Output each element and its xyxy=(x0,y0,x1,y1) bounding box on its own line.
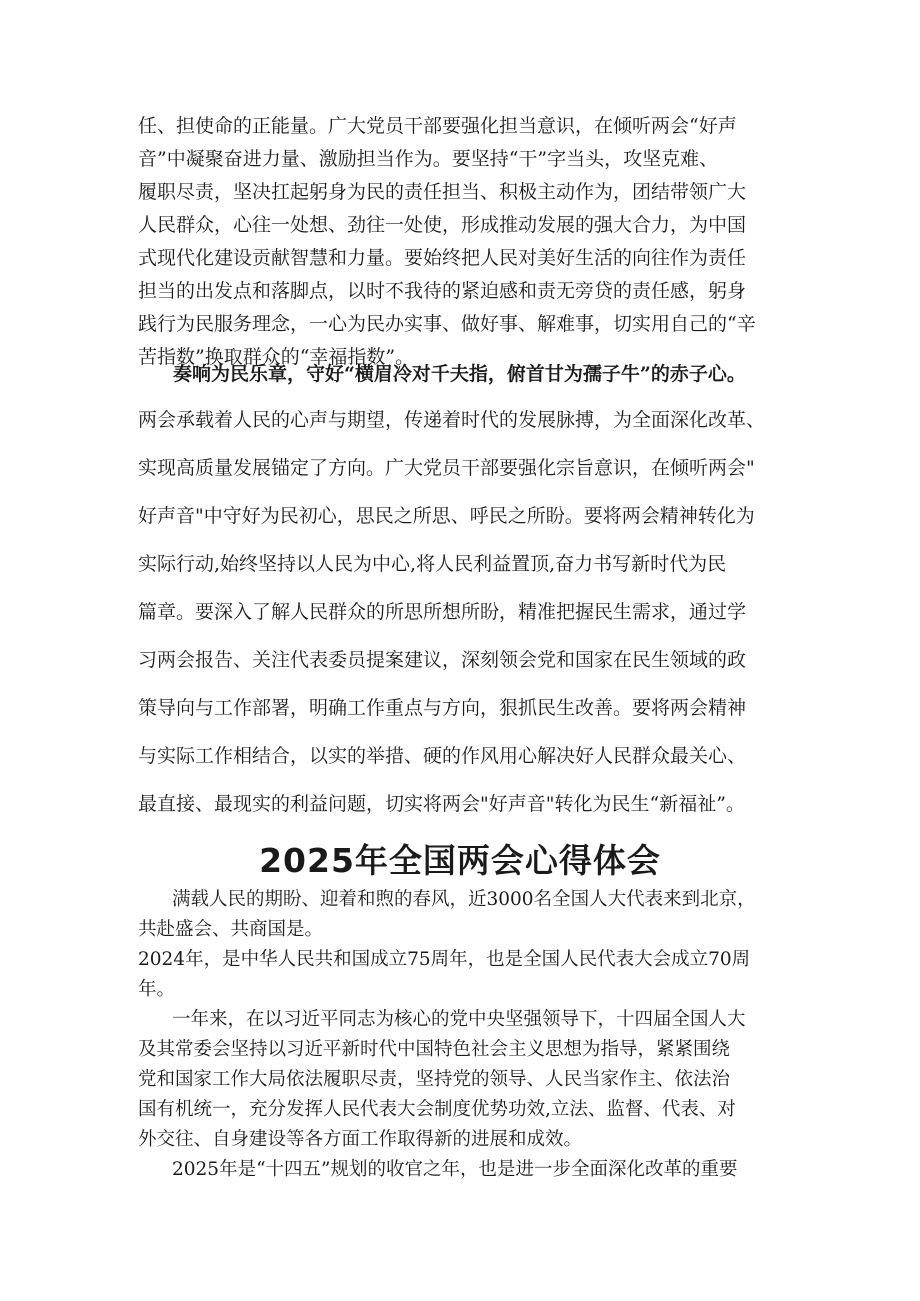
text-line: 实现高质量发展锚定了方向。广大党员干部要强化宗旨意识，在倾听两会" xyxy=(138,457,755,479)
text-line: 最直接、最现实的利益问题，切实将两会"好声音"转化为民生“新福祉”。 xyxy=(138,793,745,815)
text-line: 及其常委会坚持以习近平新时代中国特色社会主义思想为指导，紧紧围绕 xyxy=(138,1039,731,1060)
document-title: 2025年全国两会心得体会 xyxy=(259,841,661,880)
text-line: 满载人民的期盼、迎着和煦的春风，近3000名全国人大代表来到北京， xyxy=(172,889,756,910)
text-line: 履职尽责，坚决扛起躬身为民的责任担当、积极主动作为，团结带领广大 xyxy=(138,181,747,203)
paragraph-responsibility xyxy=(138,110,788,374)
text-line: 2025年是“十四五”规划的收官之年，也是进一步全面深化改革的重要 xyxy=(172,1159,738,1180)
text-line: 实际行动,始终坚持以人民为中心,将人民利益置顶,奋力书写新时代为民 xyxy=(138,553,727,575)
text-line: 共赴盛会、共商国是。 xyxy=(138,919,324,940)
text-line: 习两会报告、关注代表委员提案建议，深刻领会党和国家在民生领域的政 xyxy=(138,649,747,671)
section-heading: 奏响为民乐章，守好“横眉冷对千夫指，俯首甘为孺子牛”的赤子心。 xyxy=(173,363,746,385)
text-line: 与实际工作相结合，以实的举措、硬的作风用心解决好人民群众最关心、 xyxy=(138,745,747,767)
text-line: 人民群众，心往一处想、劲往一处使，形成推动发展的强大合力，为中国 xyxy=(138,214,747,236)
text-line: 策导向与工作部署，明确工作重点与方向，狠抓民生改善。要将两会精神 xyxy=(138,697,747,719)
text-line: 国有机统一，充分发挥人民代表大会制度优势功效,立法、监督、代表、对 xyxy=(138,1099,736,1120)
text-line: 党和国家工作大局依法履职尽责，坚持党的领导、人民当家作主、依法治 xyxy=(138,1069,731,1090)
section-heading-block xyxy=(138,357,798,391)
text-line: 2024年，是中华人民共和国成立75周年，也是全国人民代表大会成立70周 xyxy=(138,949,751,970)
text-line: 音”中凝聚奋进力量、激励担当作为。要坚持“干”字当头，攻坚克难、 xyxy=(138,148,719,170)
text-line: 苦指数”换取群众的“幸福指数”。 xyxy=(138,346,415,368)
paragraph-experience xyxy=(138,885,788,1185)
text-line: 式现代化建设贡献智慧和力量。要始终把人民对美好生活的向往作为责任 xyxy=(138,247,747,269)
text-line: 任、担使命的正能量。广大党员干部要强化担当意识，在倾听两会“好声 xyxy=(138,115,737,137)
text-line: 外交往、自身建设等各方面工作取得新的进展和成效。 xyxy=(138,1129,583,1150)
text-line: 两会承载着人民的心声与期望，传递着时代的发展脉搏，为全面深化改革、 xyxy=(138,409,766,431)
text-line: 好声音"中守好为民初心，思民之所思、呼民之所盼。要将两会精神转化为 xyxy=(138,505,755,527)
text-line: 篇章。要深入了解人民群众的所思所想所盼，精准把握民生需求，通过学 xyxy=(138,601,747,623)
text-line: 年。 xyxy=(138,979,176,1000)
text-line: 一年来，在以习近平同志为核心的党中央坚强领导下，十四届全国人大 xyxy=(172,1009,746,1030)
text-line: 担当的出发点和落脚点，以时不我待的紧迫感和责无旁贷的责任感，躬身 xyxy=(138,280,747,302)
text-line: 践行为民服务理念，一心为民办实事、做好事、解难事，切实用自己的“辛 xyxy=(138,313,756,335)
paragraph-people xyxy=(138,396,788,828)
